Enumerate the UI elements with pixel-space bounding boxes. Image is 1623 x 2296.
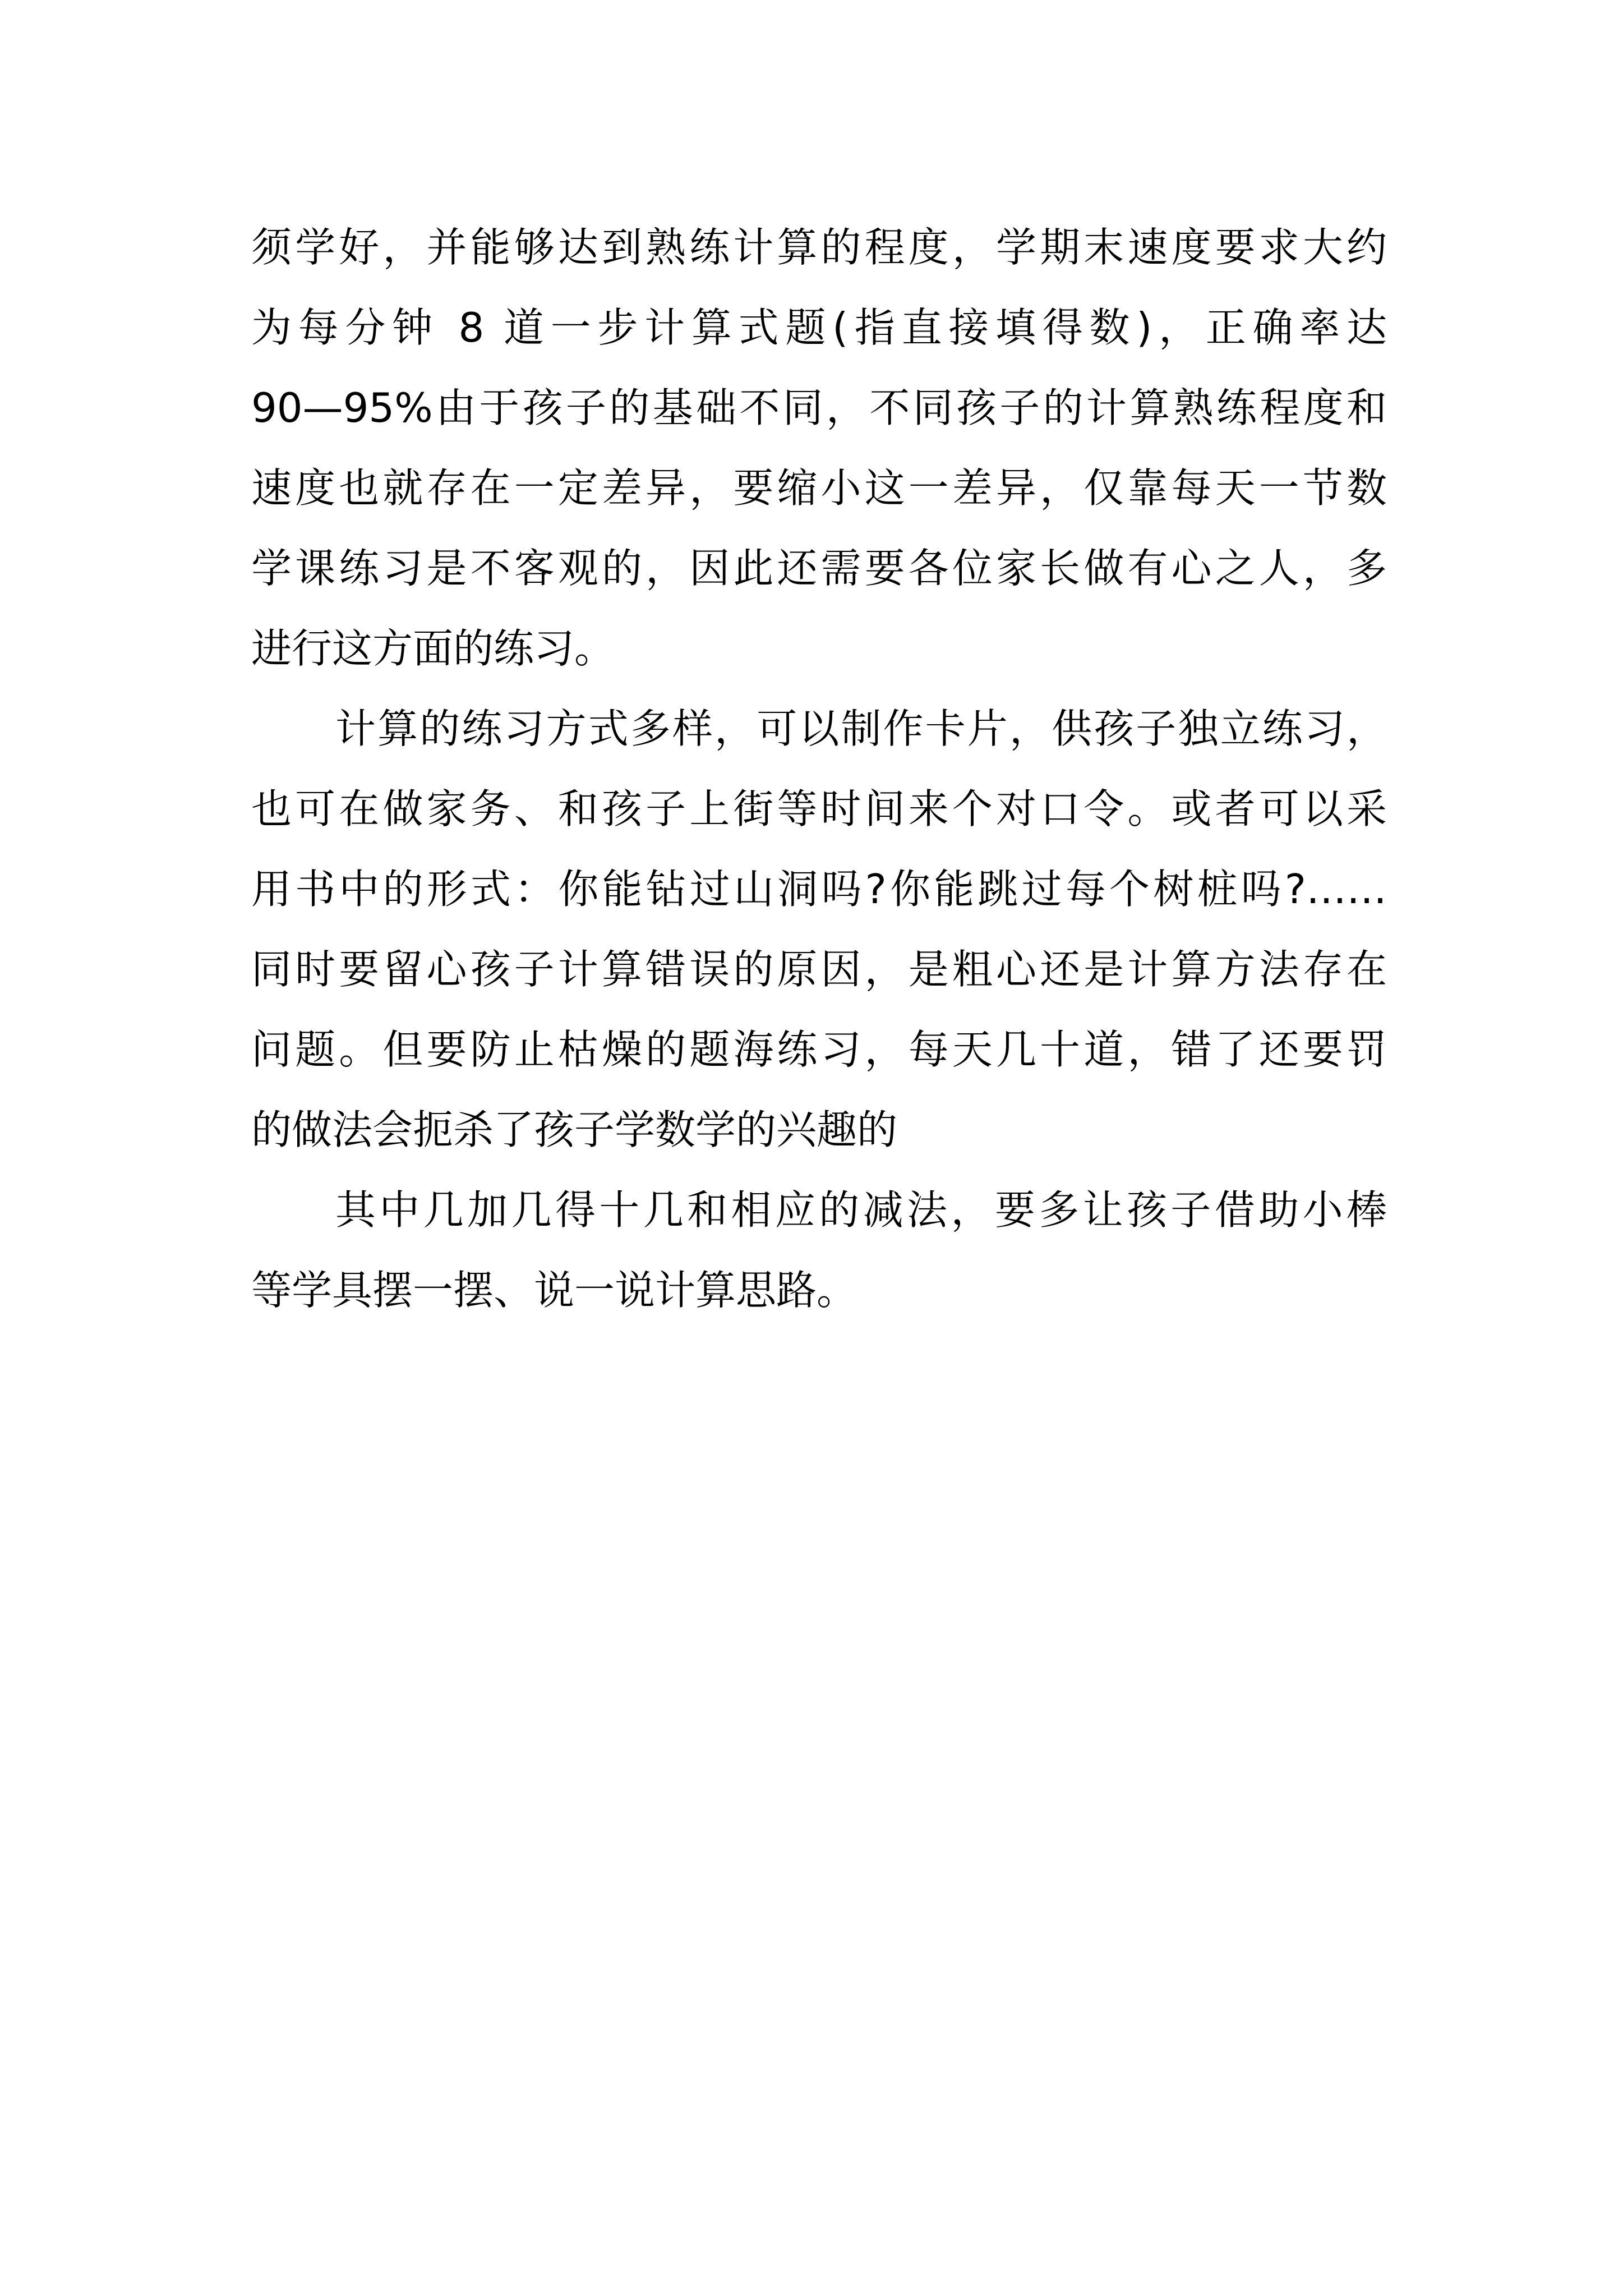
paragraph-2 <box>251 689 1387 1170</box>
text-line: 其中几加几得十几和相应的减法，要多让孩子借助小棒 <box>335 1186 1387 1234</box>
text-line: 同时要留心孩子计算错误的原因，是粗心还是计算方法存在 <box>251 946 1387 993</box>
paragraph-1 <box>251 208 1387 689</box>
text-line: 也可在做家务、和孩子上街等时间来个对口令。或者可以采 <box>251 785 1387 832</box>
text-line: 进行这方面的练习。 <box>251 625 615 672</box>
text-line: 学课练习是不客观的，因此还需要各位家长做有心之人，多 <box>251 545 1387 592</box>
text-line: 的做法会扼杀了孩子学数学的兴趣的 <box>251 1106 898 1153</box>
text-line: 等学具摆一摆、说一说计算思路。 <box>251 1267 857 1314</box>
text-line: 用书中的形式：你能钻过山洞吗?你能跳过每个树桩吗?…… <box>251 866 1387 913</box>
text-line: 计算的练习方式多样，可以制作卡片，供孩子独立练习， <box>335 705 1387 752</box>
text-line: 为每分钟 8 道一步计算式题(指直接填得数)，正确率达 <box>251 304 1387 351</box>
text-line: 速度也就存在一定差异，要缩小这一差异，仅靠每天一节数 <box>251 464 1387 512</box>
paragraph-3 <box>251 1170 1387 1331</box>
body-text <box>251 208 1387 1331</box>
text-line: 问题。但要防止枯燥的题海练习，每天几十道，错了还要罚 <box>251 1026 1387 1073</box>
text-line: 90—95%由于孩子的基础不同，不同孩子的计算熟练程度和 <box>251 384 1387 431</box>
text-line: 须学好，并能够达到熟练计算的程度，学期末速度要求大约 <box>251 224 1387 271</box>
